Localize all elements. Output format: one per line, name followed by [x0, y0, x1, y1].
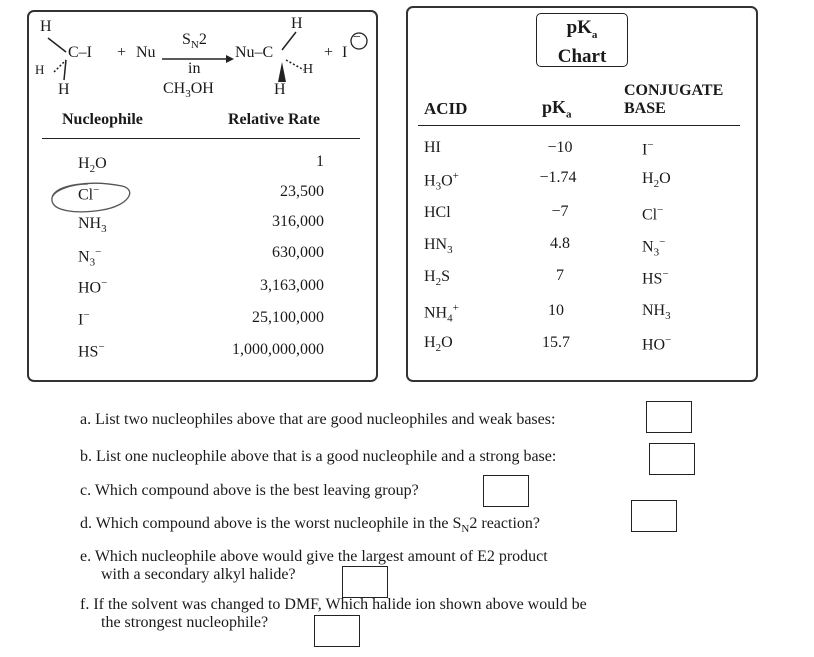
negative-charge: − [353, 30, 361, 45]
answer-box-f[interactable] [314, 615, 360, 647]
header-relative-rate: Relative Rate [228, 111, 320, 128]
answer-box-d[interactable] [631, 500, 677, 532]
question-c: c. Which compound above is the best leaving group? [80, 482, 419, 499]
pka-hn3: 4.8 [550, 235, 570, 252]
header-nucleophile: Nucleophile [62, 111, 143, 128]
rate-cl: 23,500 [280, 183, 324, 200]
header-base: BASE [624, 100, 666, 117]
arrow-in-label: in [188, 60, 201, 77]
base-hs: HS− [642, 268, 669, 288]
base-cl: Cl− [642, 204, 664, 224]
header-conjugate: CONJUGATE [624, 82, 724, 99]
pka-title-line1: $pK_a$ [566, 17, 598, 41]
question-e-line2: with a secondary alkyl halide? [101, 566, 296, 583]
question-e-line1: e. Which nucleophile above would give the largest amount of E2 product [80, 548, 548, 565]
pka-header-rule [418, 125, 740, 126]
base-n3: $N_3^-$ [642, 236, 666, 259]
rate-i: 25,100,000 [252, 309, 324, 326]
nuc-i: I− [78, 309, 90, 329]
nucleophile-header-rule [42, 138, 360, 139]
answer-box-b[interactable] [649, 443, 695, 475]
base-ho: HO− [642, 334, 672, 354]
nuc-n3: $N_3^-$ [78, 246, 102, 269]
acid-h2o: $H_2O$ [424, 334, 453, 355]
question-a: a. List two nucleophiles above that are good nucleophiles and weak bases: [80, 411, 556, 428]
reactant-h-bottom: H [58, 81, 70, 98]
question-f-line2: the strongest nucleophile? [101, 614, 269, 631]
pka-hcl: −7 [551, 203, 569, 220]
base-nh3: $NH_3$ [642, 302, 671, 323]
pka-title-line2: Chart [557, 45, 607, 67]
product-h-right: H [303, 62, 314, 77]
nuc-h2o: $H_2O$ [78, 155, 107, 176]
question-b: b. List one nucleophile above that is a good nucleophile and a strong base: [80, 448, 557, 465]
rate-h2o: 1 [316, 153, 324, 170]
pka-h2s: 7 [556, 267, 564, 284]
base-h2o: $H_2O$ [642, 170, 671, 191]
acid-nh4: $NH_4^+$ [424, 302, 459, 325]
nuc-ho: HO− [78, 277, 108, 297]
reactant-h-left: H [35, 62, 45, 77]
sn2-label: $S_N2$ [182, 31, 207, 52]
solvent-label: $CH_3OH$ [163, 80, 214, 101]
header-acid: ACID [424, 99, 468, 118]
iodide-product: I [342, 44, 348, 61]
rate-hs: 1,000,000,000 [232, 341, 324, 358]
reactant-h-top: H [40, 18, 52, 35]
nucleophile-label: Nu [136, 44, 156, 61]
pka-h3o: −1.74 [539, 169, 577, 186]
product-h-top: H [291, 15, 303, 32]
reactant-c-i: C–I [68, 44, 92, 61]
handdrawn-circle-mark [42, 176, 134, 220]
nuc-cl: Cl− [78, 184, 100, 204]
pka-title-box [536, 13, 628, 67]
acid-h3o: $H_3O^+$ [424, 170, 459, 193]
nuc-nh3: $NH_3$ [78, 215, 107, 236]
product-nu-c: Nu–C [235, 44, 274, 61]
rate-ho: 3,163,000 [260, 277, 324, 294]
acid-h2s: $H_2S$ [424, 268, 450, 289]
acid-hcl: HCl [424, 204, 451, 221]
acid-hi: HI [424, 139, 441, 156]
header-pka: $pK_a$ [542, 97, 572, 121]
answer-box-e[interactable] [342, 566, 388, 598]
rate-n3: 630,000 [272, 244, 324, 261]
nuc-hs: HS− [78, 341, 105, 361]
pka-hi: −10 [547, 139, 573, 156]
product-h-bottom: H [274, 81, 286, 98]
plus-sign-2: + [324, 44, 334, 61]
question-d: d. Which compound above is the worst nucleophile in the $S_N2$ reaction? [80, 515, 540, 536]
base-i: I− [642, 139, 654, 159]
pka-h2o: 15.7 [542, 334, 570, 351]
pka-nh4: 10 [548, 302, 564, 319]
answer-box-a[interactable] [646, 401, 692, 433]
rate-nh3: 316,000 [272, 213, 324, 230]
plus-sign: + [117, 44, 127, 61]
acid-hn3: $HN_3$ [424, 236, 453, 257]
answer-box-c[interactable] [483, 475, 529, 507]
question-f-line1: f. If the solvent was changed to DMF, Which halide ion shown above would be [80, 596, 587, 613]
